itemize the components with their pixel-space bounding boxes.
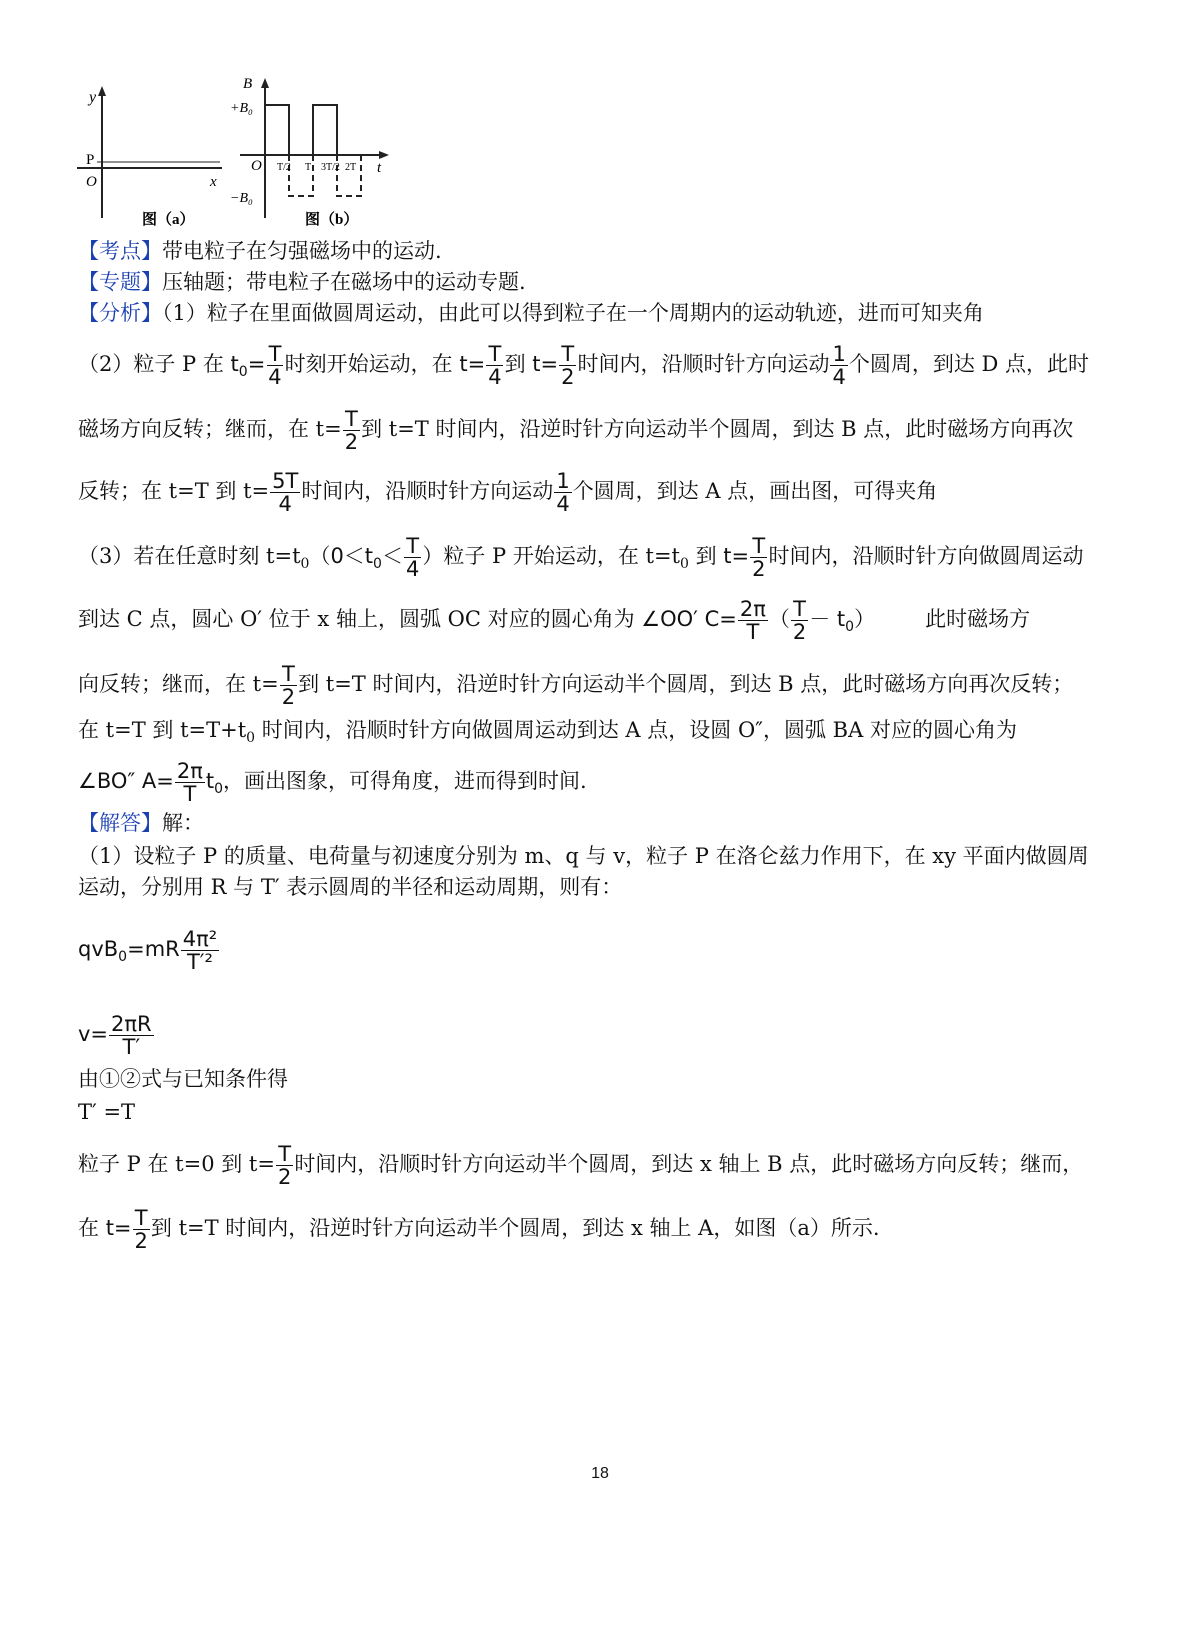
- jieda-line-4: [78, 1097, 135, 1127]
- numerator: T: [134, 1206, 148, 1230]
- numerator: 1: [832, 342, 846, 366]
- math-var: t=: [532, 352, 559, 376]
- denominator: 2: [134, 1229, 148, 1253]
- math-sub: 0: [238, 364, 248, 381]
- page-number: 18: [591, 1465, 609, 1482]
- denominator: 4: [268, 365, 282, 389]
- denominator: 4: [488, 365, 502, 389]
- fig-a-y-label: y: [89, 89, 97, 106]
- jieda-line: [78, 808, 204, 838]
- denominator: 2: [792, 620, 807, 644]
- math-expr: v=: [78, 1022, 109, 1046]
- fig-b-tick: 2T: [345, 162, 357, 173]
- zhuanti-text: 压轴题；带电粒子在磁场中的运动专题.: [162, 270, 526, 294]
- kaodian-text: 带电粒子在匀强磁场中的运动.: [162, 239, 442, 263]
- denominator: 2: [277, 1165, 292, 1189]
- denominator: 4: [556, 492, 570, 516]
- numerator: T: [488, 342, 502, 366]
- text-run: 时刻开始运动，在: [284, 352, 460, 376]
- denominator: 2: [752, 557, 766, 581]
- math-sub: 0: [118, 949, 128, 966]
- text-run: 到达 C 点，圆心 O′ 位于 x 轴上，圆弧 OC 对应的圆心角为: [78, 607, 642, 631]
- text-run: 时间内，沿顺时针方向运动: [577, 352, 830, 376]
- math-expr: qvB: [78, 937, 119, 961]
- text-run: （1）设粒子 P 的质量、电荷量与初速度分别为 m、q 与 v，粒子 P 在洛仑兹力作用下，在 xy 平面内做圆周: [78, 844, 1089, 868]
- fig-a-o-label: O: [86, 174, 97, 190]
- zhuanti-line: [78, 267, 526, 297]
- denominator: T′: [122, 1035, 141, 1059]
- fig-b-tick: T/2: [277, 162, 291, 173]
- figure-b: [225, 72, 400, 232]
- text-run: 时间内，沿顺时针方向运动: [301, 479, 554, 503]
- math-paren: ）: [854, 607, 876, 631]
- denominator: T: [746, 620, 760, 644]
- fraction: [791, 598, 808, 643]
- jieda-line-1: [78, 841, 1089, 871]
- fenxi-line-2: [78, 343, 1089, 388]
- text-run: 个圆周，到达 D 点，此时: [848, 352, 1090, 376]
- text-run: T′ =T: [78, 1100, 136, 1124]
- text-run: 到: [688, 544, 724, 568]
- fig-b-o-label: O: [251, 158, 262, 174]
- text-run: （: [309, 544, 331, 568]
- math-sub: 0: [373, 556, 382, 573]
- fenxi-text: （1）粒子在里面做圆周运动，由此可以得到粒子在一个周期内的运动轨迹，进而可知夹角: [162, 301, 984, 325]
- fraction: [343, 408, 360, 453]
- text-run: （2）粒子 P 在: [78, 352, 231, 376]
- numerator: T: [268, 342, 282, 366]
- text-run: 个圆周，到达 A 点，画出图，可得夹角: [572, 479, 938, 503]
- text-run: 时间内，沿顺时针方向做圆周运动到达 A 点，设圆 O″，圆弧 BA 对应的圆心角为: [255, 718, 1017, 742]
- kaodian-line: [78, 236, 442, 266]
- fraction: [109, 1013, 154, 1058]
- text-run: 在: [78, 1216, 106, 1240]
- equation-1: [78, 928, 220, 973]
- denominator: 4: [405, 557, 420, 581]
- fraction: [266, 343, 283, 388]
- numerator: 5T: [272, 469, 299, 493]
- denominator: T′²: [186, 950, 213, 974]
- fraction: [486, 343, 503, 388]
- fraction: [404, 535, 421, 580]
- fraction: [175, 760, 205, 805]
- numerator: T: [752, 534, 766, 558]
- text-run: 到 t=T 时间内，沿逆时针方向运动半个圆周，到达 x 轴上 A，如图（a）所示.: [150, 1216, 880, 1240]
- math-var: t=: [723, 544, 750, 568]
- fenxi-line-6: [78, 598, 1030, 643]
- numerator: T: [561, 342, 575, 366]
- numerator: 4π²: [182, 927, 218, 951]
- text-run: 磁场方向反转；继而，在 t=: [78, 417, 342, 441]
- fraction: [554, 470, 571, 515]
- numerator: T: [406, 534, 420, 558]
- fraction: [559, 343, 576, 388]
- fraction: [280, 663, 297, 708]
- fraction: [830, 343, 847, 388]
- fenxi-tag: 【分析】: [78, 301, 162, 325]
- fig-a-p-label: P: [86, 152, 95, 168]
- text-run: 到 t=T 时间内，沿逆时针方向运动半个圆周，到达 B 点，此时磁场方向再次: [361, 417, 1074, 441]
- text-run: 时间内，沿顺时针方向运动半个圆周，到达 x 轴上 B 点，此时磁场方向反转；继而，: [294, 1152, 1084, 1176]
- fig-b-t-label: t: [377, 160, 382, 176]
- math-sub: 0: [679, 556, 689, 573]
- fenxi-line-7: [78, 663, 1073, 708]
- math-op: ＜: [381, 544, 403, 568]
- text-run: 到: [504, 352, 533, 376]
- jieda-line-3: [78, 1064, 288, 1094]
- fraction: [750, 535, 767, 580]
- figure-a: [72, 78, 242, 228]
- fraction: [270, 470, 300, 515]
- jieda-line-6: [78, 1207, 880, 1252]
- numerator: T: [793, 597, 806, 621]
- jieda-tag: 【解答】: [78, 811, 162, 835]
- math-sub: 0: [300, 556, 310, 573]
- fig-b-b-label: B: [243, 76, 253, 92]
- jieda-line-2: [78, 872, 622, 902]
- numerator: T: [281, 662, 295, 686]
- numerator: 2π: [739, 597, 766, 621]
- denominator: 2: [561, 365, 575, 389]
- fig-b-plus-b0: +B₀: [230, 101, 253, 116]
- fig-b-caption: 图（b）: [305, 212, 359, 228]
- text-run: ）粒子 P 开始运动，在 t=t: [422, 544, 680, 568]
- math-var: t: [205, 769, 215, 793]
- math-var: t: [230, 352, 239, 376]
- fig-a-x-label: x: [210, 174, 217, 190]
- math-expr: ∠OO′ C=: [641, 607, 737, 631]
- math-sub: 0: [214, 781, 224, 798]
- fenxi-line-1: [78, 298, 984, 328]
- fenxi-line-5: [78, 535, 1083, 580]
- text-run: （3）若在任意时刻 t=t: [78, 544, 301, 568]
- math-op: =: [247, 352, 266, 376]
- text-run: 运动，分别用 R 与 T′ 表示圆周的半径和运动周期，则有：: [78, 875, 623, 899]
- numerator: 2πR: [111, 1012, 152, 1036]
- denominator: 2: [344, 430, 359, 454]
- text-run: 反转；在 t=T 到 t=: [78, 479, 270, 503]
- fraction: [181, 928, 219, 973]
- equation-2: [78, 1013, 155, 1058]
- text-run: 在 t=T 到 t=T+t: [78, 718, 247, 742]
- text-run: 到 t=T 时间内，沿逆时针方向运动半个圆周，到达 B 点，此时磁场方向再次反转；: [298, 672, 1074, 696]
- math-expr: － t: [809, 607, 846, 631]
- fig-b-minus-b0: −B₀: [230, 191, 253, 206]
- fraction: [738, 598, 768, 643]
- fenxi-line-3: [78, 408, 1073, 453]
- jieda-text: 解：: [162, 811, 204, 835]
- fenxi-line-4: [78, 470, 937, 515]
- math-sub: 0: [845, 619, 855, 636]
- jieda-line-5: [78, 1143, 1083, 1188]
- math-expr: =mR: [127, 937, 180, 961]
- text-run: 时间内，沿顺时针方向做圆周运动: [768, 544, 1084, 568]
- math-expr: 0＜t: [330, 544, 374, 568]
- text-run: 此时磁场方: [925, 607, 1031, 631]
- denominator: 4: [278, 492, 292, 516]
- fig-a-caption: 图（a）: [142, 212, 195, 228]
- numerator: 1: [556, 469, 570, 493]
- text-run: 向反转；继而，在 t=: [78, 672, 279, 696]
- zhuanti-tag: 【专题】: [78, 270, 162, 294]
- text-run: ，画出图象，可得角度，进而得到时间.: [223, 769, 587, 793]
- numerator: T: [344, 407, 358, 431]
- fenxi-line-9: [78, 760, 587, 805]
- fig-b-tick: T: [305, 162, 312, 173]
- fig-b-tick: 3T/2: [321, 162, 340, 173]
- fraction: [133, 1207, 150, 1252]
- text-run: 粒子 P 在 t=0 到 t=: [78, 1152, 275, 1176]
- denominator: 4: [832, 365, 846, 389]
- numerator: T: [278, 1142, 292, 1166]
- numerator: 2π: [176, 759, 203, 783]
- fenxi-line-8: [78, 715, 1017, 753]
- math-expr: ∠BO″ A=: [78, 769, 174, 793]
- text-run: 由①②式与已知条件得: [78, 1067, 288, 1091]
- fraction: [276, 1143, 293, 1188]
- kaodian-tag: 【考点】: [78, 239, 162, 263]
- math-paren: （: [768, 607, 790, 631]
- denominator: T: [183, 782, 197, 806]
- math-var: t=: [105, 1216, 132, 1240]
- math-var: t=: [459, 352, 486, 376]
- denominator: 2: [281, 685, 296, 709]
- math-sub: 0: [246, 730, 256, 747]
